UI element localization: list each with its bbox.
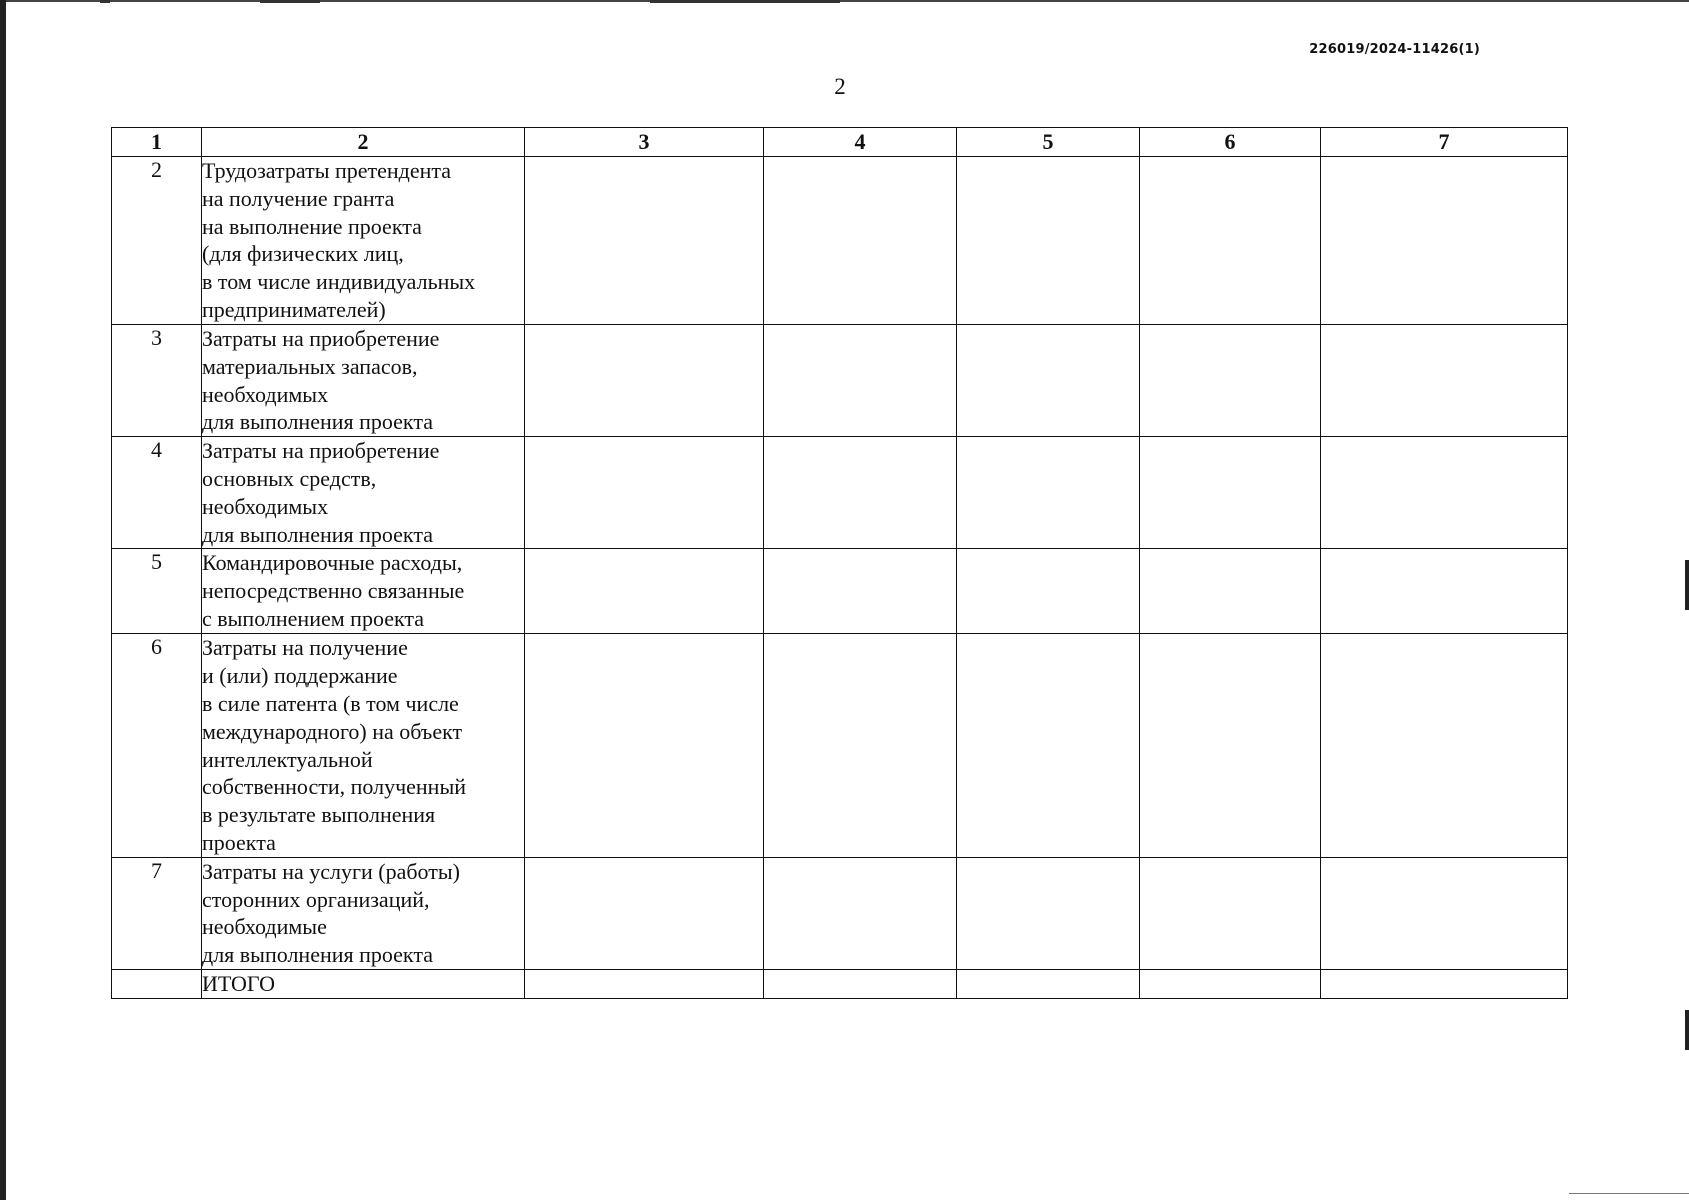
table-cell: [1321, 437, 1568, 549]
table-cell: [764, 549, 957, 634]
table-header-row: [112, 128, 1568, 157]
table-row-total: [112, 969, 1568, 998]
column-header: 4: [764, 128, 957, 157]
scan-artifact: [260, 0, 320, 3]
table-cell: [1140, 437, 1321, 549]
table-cell: [764, 969, 957, 998]
column-header: 2: [202, 128, 525, 157]
table-cell: [525, 325, 764, 437]
table-cell: [1140, 157, 1321, 325]
column-header: 6: [1140, 128, 1321, 157]
column-header: 3: [525, 128, 764, 157]
row-label: Затраты на приобретение основных средств, необходимых для выполнения проекта: [202, 437, 525, 549]
table-row: [112, 549, 1568, 634]
row-label: Трудозатраты претендента на получение гранта на выполнение проекта (для физических лиц, в том числе индивидуальных предпринимателей): [202, 157, 525, 325]
table-cell: [525, 157, 764, 325]
table-cell: [1140, 634, 1321, 857]
row-number: 2: [112, 157, 202, 325]
table-row: [112, 857, 1568, 969]
table-row: [112, 634, 1568, 857]
table-cell: [1140, 325, 1321, 437]
row-label: Затраты на получение и (или) поддержание в силе патента (в том числе международного) на объект интеллектуальной собственности, полученный в результате выполнения проекта: [202, 634, 525, 857]
table-cell: [764, 634, 957, 857]
table-cell: [764, 325, 957, 437]
scan-top-edge: [0, 0, 1689, 4]
page-number: 2: [834, 74, 846, 99]
table-cell: [957, 634, 1140, 857]
table-row: [112, 437, 1568, 549]
table-cell: [764, 857, 957, 969]
row-number: 3: [112, 325, 202, 437]
table-cell: [1321, 325, 1568, 437]
table-cell: [764, 157, 957, 325]
column-header: 1: [112, 128, 202, 157]
cost-table: [111, 127, 1568, 999]
table-cell: [1140, 857, 1321, 969]
table-row: [112, 157, 1568, 325]
table-cell: [525, 634, 764, 857]
table-cell: [957, 549, 1140, 634]
column-header: 7: [1321, 128, 1568, 157]
table-cell: [957, 969, 1140, 998]
table-cell: [525, 969, 764, 998]
row-number: [112, 969, 202, 998]
table-cell: [525, 437, 764, 549]
row-label: Командировочные расходы, непосредственно связанные с выполнением проекта: [202, 549, 525, 634]
row-number: 7: [112, 857, 202, 969]
document-id: 226019/2024-11426(1): [1309, 42, 1480, 57]
scan-artifact: [1685, 560, 1689, 610]
row-number: 4: [112, 437, 202, 549]
table-row: [112, 325, 1568, 437]
table-cell: [957, 857, 1140, 969]
table-cell: [1140, 969, 1321, 998]
table-cell: [525, 549, 764, 634]
row-number: 6: [112, 634, 202, 857]
table-cell: [1321, 969, 1568, 998]
scan-left-edge: [0, 0, 6, 1200]
scan-artifact: [1685, 1010, 1689, 1050]
table-cell: [1321, 549, 1568, 634]
table-cell: [1321, 157, 1568, 325]
table-cell: [957, 437, 1140, 549]
column-header: 5: [957, 128, 1140, 157]
row-number: 5: [112, 549, 202, 634]
scan-artifact: [650, 0, 840, 3]
scan-artifact: [1569, 1193, 1689, 1200]
table-cell: [957, 157, 1140, 325]
scan-artifact: [100, 0, 110, 3]
table-cell: [957, 325, 1140, 437]
row-label: Затраты на приобретение материальных запасов, необходимых для выполнения проекта: [202, 325, 525, 437]
table-cell: [1140, 549, 1321, 634]
table-cell: [764, 437, 957, 549]
total-label: ИТОГО: [202, 969, 525, 998]
table-cell: [1321, 634, 1568, 857]
table-cell: [1321, 857, 1568, 969]
row-label: Затраты на услуги (работы) сторонних организаций, необходимые для выполнения проекта: [202, 857, 525, 969]
table-cell: [525, 857, 764, 969]
